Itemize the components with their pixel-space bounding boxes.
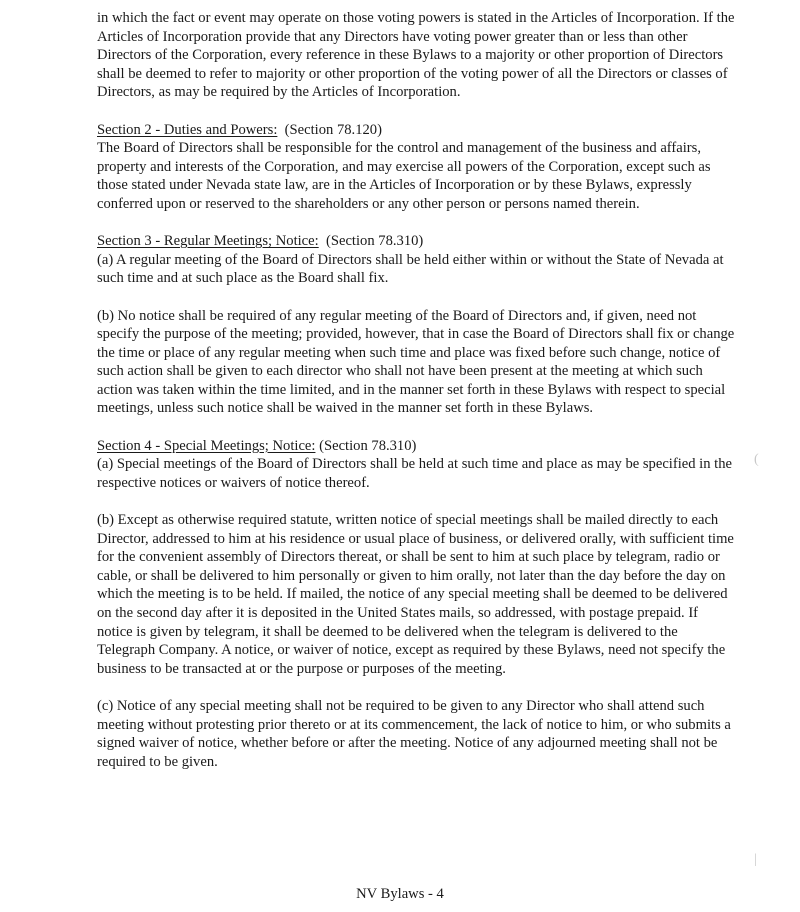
scan-artifact: ( (754, 452, 759, 467)
section-paragraph: (b) Except as otherwise required statute, written notice of special meetings shall be mailed directly to each Director, addressed to him at his residence or usual place of business, or delivered orally, with sufficient time for the convenient assembly of Directors thereat, or shall be sent to him at such place by telegram, radio or cable, or shall be delivered to him personally or given to him orally, not later than the day before the day on which the meeting is to be held. If mailed, the notice of any special meeting shall be deemed to be delivered on the second day after it is deposited in the United States mails, so addressed, with postage prepaid. If notice is given by telegram, it shall be deemed to be delivered when the telegram is delivered to the Telegraph Company. A notice, or waiver of notice, except as required by these Bylaws, need not specify the business to be transacted at or the purpose or purposes of the meeting. (97, 512, 734, 677)
section-heading (97, 232, 737, 251)
section-title: Section 4 - Special Meetings; Notice: (97, 437, 316, 454)
scan-artifact: | (754, 852, 757, 867)
section-reference: (Section 78.310) (319, 437, 417, 454)
section-reference: (Section 78.310) (326, 233, 424, 250)
section-title: Section 2 - Duties and Powers: (97, 121, 278, 138)
section-heading (97, 121, 737, 140)
section-paragraph: The Board of Directors shall be responsible for the control and management of the business and affairs, property and interests of the Corporation, and may exercise all powers of the Corporation, except such as those stated under Nevada state law, are in the Articles of Incorporation or by these Bylaws, expressly conferred upon or reserved to the shareholders or any other person or persons named therein. (97, 140, 711, 212)
section-reference: (Section 78.120) (284, 121, 382, 138)
section-title: Section 3 - Regular Meetings; Notice: (97, 233, 319, 250)
section-heading (97, 437, 737, 456)
intro-paragraph: in which the fact or event may operate on those voting powers is stated in the Articles of Incorporation. If the Articles of Incorporation provide that any Directors have voting power greater than or less than other Directors of the Corporation, every reference in these Bylaws to a majority or other proportion of Directors shall be deemed to refer to majority or other proportion of the voting power of all the Directors or classes of Directors, as may be required by the Articles of Incorporation. (97, 10, 735, 101)
section-3 (97, 232, 737, 418)
page-footer: NV Bylaws - 4 (356, 886, 444, 902)
section-paragraph: (b) No notice shall be required of any regular meeting of the Board of Directors and, if given, need not specify the purpose of the meeting; provided, however, that in case the Board of Directors shall fix or change the time or place of any regular meeting when such time and place was fixed before such change, notice of such action shall be given to each director who shall not have been present at the meeting at which such action was taken within the time limited, and in the manner set forth in these Bylaws with respect to special meetings, unless such notice shall be waived in the manner set forth in these Bylaws. (97, 307, 735, 417)
section-4 (97, 437, 737, 772)
section-paragraph: (a) Special meetings of the Board of Directors shall be held at such time and place as may be specified in the respective notices or waivers of notice thereof. (97, 456, 733, 491)
document-body (97, 9, 737, 790)
section-paragraph: (c) Notice of any special meeting shall not be required to be given to any Director who shall attend such meeting without protesting prior thereto or at its commencement, the lack of notice to him, or who submits a signed waiver of notice, whether before or after the meeting. Notice of any adjourned meeting shall not be required to be given. (97, 697, 731, 770)
section-paragraph: (a) A regular meeting of the Board of Directors shall be held either within or without the State of Nevada at such time and at such place as the Board shall fix. (97, 251, 724, 287)
section-2 (97, 121, 737, 214)
